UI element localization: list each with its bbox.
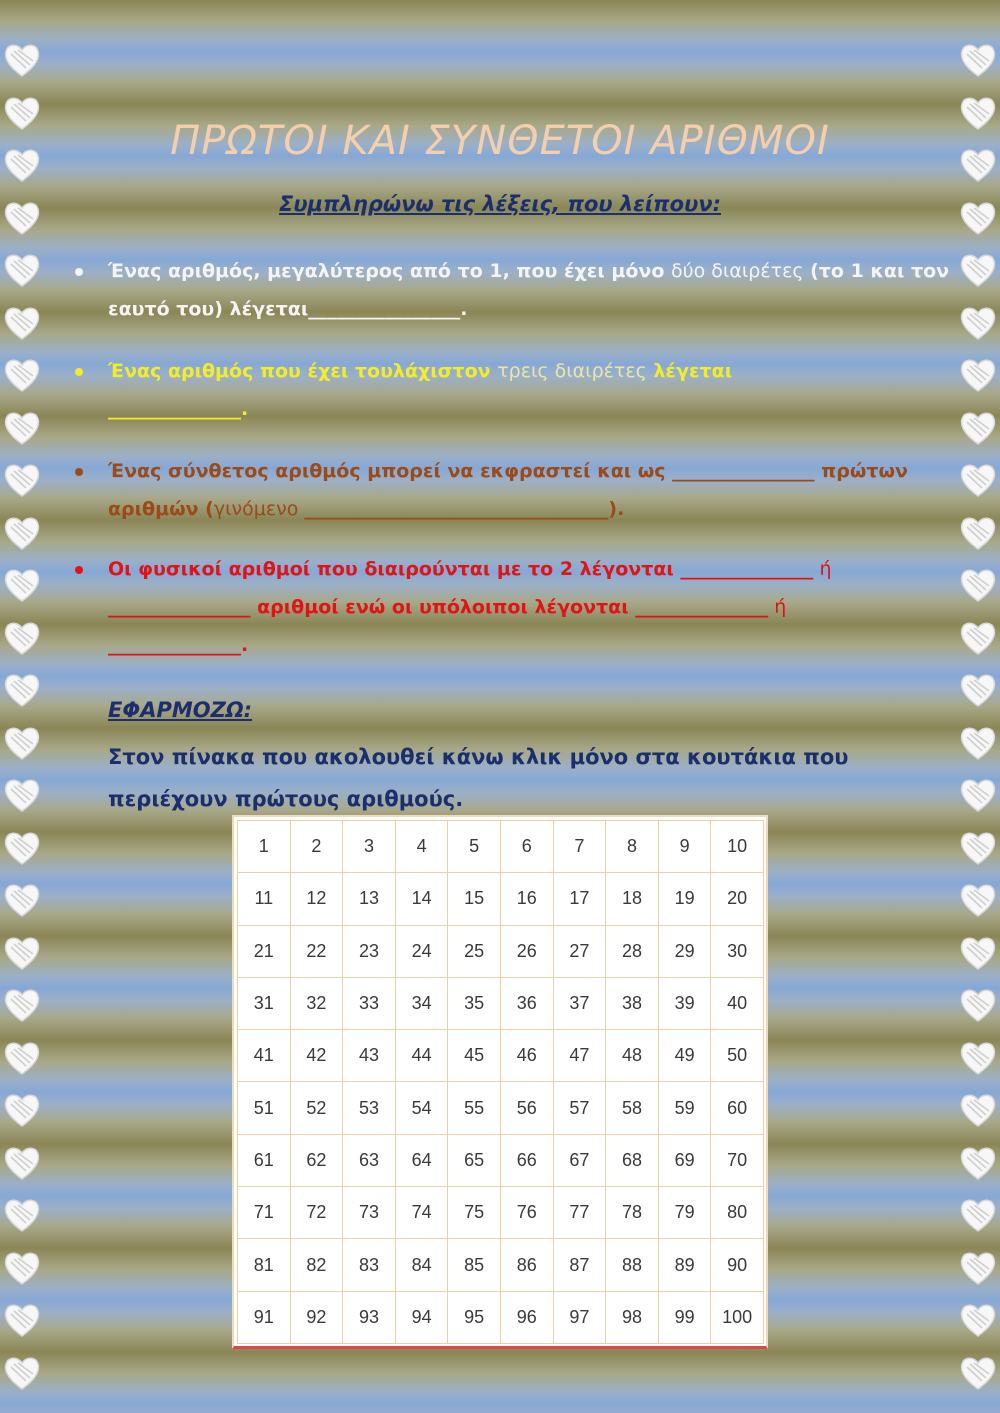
number-cell[interactable]: 64 bbox=[395, 1134, 449, 1187]
instructions-subtitle: Συμπληρώνω τις λέξεις, που λείπουν: bbox=[279, 192, 721, 216]
right-heart-border bbox=[956, 40, 1000, 1410]
number-cell[interactable]: 89 bbox=[658, 1238, 712, 1291]
number-cell[interactable]: 23 bbox=[342, 925, 396, 978]
blank-field[interactable]: ______________ bbox=[108, 398, 241, 420]
number-cell[interactable]: 99 bbox=[658, 1291, 712, 1344]
number-cell[interactable]: 67 bbox=[553, 1134, 607, 1187]
number-cell[interactable]: 46 bbox=[500, 1029, 554, 1082]
heart-icon bbox=[958, 670, 998, 710]
number-cell[interactable]: 53 bbox=[342, 1081, 396, 1134]
number-cell[interactable]: 39 bbox=[658, 977, 712, 1030]
number-cell[interactable]: 51 bbox=[237, 1081, 291, 1134]
number-cell[interactable]: 90 bbox=[710, 1238, 764, 1291]
heart-icon bbox=[958, 985, 998, 1025]
number-cell[interactable]: 81 bbox=[237, 1238, 291, 1291]
number-cell[interactable]: 27 bbox=[553, 925, 607, 978]
number-cell[interactable]: 13 bbox=[342, 872, 396, 925]
number-cell[interactable]: 71 bbox=[237, 1186, 291, 1239]
number-cell[interactable]: 47 bbox=[553, 1029, 607, 1082]
heart-icon bbox=[2, 723, 42, 763]
number-cell[interactable]: 98 bbox=[605, 1291, 659, 1344]
blank-field[interactable]: ________________ bbox=[308, 298, 461, 320]
number-cell[interactable]: 59 bbox=[658, 1081, 712, 1134]
number-cell[interactable]: 48 bbox=[605, 1029, 659, 1082]
number-cell[interactable]: 34 bbox=[395, 977, 449, 1030]
number-cell[interactable]: 63 bbox=[342, 1134, 396, 1187]
number-cell[interactable]: 56 bbox=[500, 1081, 554, 1134]
number-cell[interactable]: 1 bbox=[237, 820, 291, 873]
number-cell[interactable]: 40 bbox=[710, 977, 764, 1030]
number-cell[interactable]: 72 bbox=[290, 1186, 344, 1239]
number-cell[interactable]: 5 bbox=[447, 820, 501, 873]
number-cell[interactable]: 2 bbox=[290, 820, 344, 873]
number-cell[interactable]: 31 bbox=[237, 977, 291, 1030]
number-cell[interactable]: 84 bbox=[395, 1238, 449, 1291]
heart-icon bbox=[2, 1353, 42, 1393]
heart-icon bbox=[958, 40, 998, 80]
heart-icon bbox=[958, 1143, 998, 1183]
heart-icon bbox=[958, 1195, 998, 1235]
heart-icon bbox=[2, 933, 42, 973]
number-cell[interactable]: 20 bbox=[710, 872, 764, 925]
heart-icon bbox=[958, 513, 998, 553]
number-cell[interactable]: 58 bbox=[605, 1081, 659, 1134]
heart-icon bbox=[958, 408, 998, 448]
number-cell[interactable]: 14 bbox=[395, 872, 449, 925]
number-cell[interactable]: 49 bbox=[658, 1029, 712, 1082]
heart-icon bbox=[2, 460, 42, 500]
heart-icon bbox=[2, 40, 42, 80]
number-cell[interactable]: 12 bbox=[290, 872, 344, 925]
heart-icon bbox=[958, 355, 998, 395]
blank-field[interactable]: ______________ bbox=[635, 596, 769, 618]
number-cell[interactable]: 45 bbox=[447, 1029, 501, 1082]
bullet-icon bbox=[75, 566, 83, 574]
number-cell[interactable]: 65 bbox=[447, 1134, 501, 1187]
number-cell[interactable]: 94 bbox=[395, 1291, 449, 1344]
number-cell[interactable]: 52 bbox=[290, 1081, 344, 1134]
blank-field[interactable]: ______________ bbox=[108, 634, 241, 656]
number-cell[interactable]: 9 bbox=[658, 820, 712, 873]
number-cell[interactable]: 29 bbox=[658, 925, 712, 978]
number-cell[interactable]: 54 bbox=[395, 1081, 449, 1134]
number-cell[interactable]: 4 bbox=[395, 820, 449, 873]
number-cell[interactable]: 24 bbox=[395, 925, 449, 978]
page-title: ΠΡΩΤΟΙ ΚΑΙ ΣΥΝΘΕΤΟΙ ΑΡΙΘΜΟΙ bbox=[170, 118, 830, 164]
apply-heading: ΕΦΑΡΜΟΖΩ: bbox=[108, 698, 253, 722]
number-cell[interactable]: 15 bbox=[447, 872, 501, 925]
number-cell[interactable]: 10 bbox=[710, 820, 764, 873]
heart-icon bbox=[2, 1143, 42, 1183]
left-heart-border bbox=[0, 40, 44, 1410]
number-cell[interactable]: 38 bbox=[605, 977, 659, 1030]
heart-icon bbox=[958, 1090, 998, 1130]
list-item-even-odd: Οι φυσικοί αριθμοί που διαιρούνται με το 2 λέγονται ______________ ή _______________ αριθμοί ενώ οι υπόλοιποι λέγονται ______________ ή ______________. bbox=[75, 550, 955, 664]
number-cell[interactable]: 91 bbox=[237, 1291, 291, 1344]
number-cell[interactable]: 74 bbox=[395, 1186, 449, 1239]
number-cell[interactable]: 61 bbox=[237, 1134, 291, 1187]
heart-icon bbox=[958, 723, 998, 763]
list-item-composite-definition: Ένας αριθμός που έχει τουλάχιστον τρεις διαιρέτες λέγεται ______________. bbox=[75, 352, 955, 428]
heart-icon bbox=[2, 1195, 42, 1235]
number-cell[interactable]: 36 bbox=[500, 977, 554, 1030]
bullet-icon bbox=[75, 468, 83, 476]
heart-icon bbox=[2, 513, 42, 553]
number-cell[interactable]: 69 bbox=[658, 1134, 712, 1187]
apply-instructions: Στον πίνακα που ακολουθεί κάνω κλικ μόνο στα κουτάκια που περιέχουν πρώτους αριθμούς. bbox=[108, 745, 849, 811]
number-cell[interactable]: 76 bbox=[500, 1186, 554, 1239]
number-cell[interactable]: 92 bbox=[290, 1291, 344, 1344]
heart-icon bbox=[2, 1090, 42, 1130]
number-cell[interactable]: 35 bbox=[447, 977, 501, 1030]
number-cell[interactable]: 42 bbox=[290, 1029, 344, 1082]
number-cell[interactable]: 78 bbox=[605, 1186, 659, 1239]
number-cell[interactable]: 95 bbox=[447, 1291, 501, 1344]
number-cell[interactable]: 50 bbox=[710, 1029, 764, 1082]
heart-icon bbox=[958, 618, 998, 658]
number-cell[interactable]: 43 bbox=[342, 1029, 396, 1082]
heart-icon bbox=[2, 985, 42, 1025]
number-cell[interactable]: 60 bbox=[710, 1081, 764, 1134]
number-cell[interactable]: 70 bbox=[710, 1134, 764, 1187]
number-cell[interactable]: 3 bbox=[342, 820, 396, 873]
number-cell[interactable]: 7 bbox=[553, 820, 607, 873]
number-cell[interactable]: 96 bbox=[500, 1291, 554, 1344]
number-cell[interactable]: 28 bbox=[605, 925, 659, 978]
list-item-product-of-primes: Ένας σύνθετος αριθμός μπορεί να εκφραστεί και ως _______________ πρώτων αριθμών (γινόμενο ________________________________). bbox=[75, 452, 955, 528]
heart-icon bbox=[958, 1038, 998, 1078]
heart-icon bbox=[958, 828, 998, 868]
number-cell[interactable]: 75 bbox=[447, 1186, 501, 1239]
number-cell[interactable]: 55 bbox=[447, 1081, 501, 1134]
number-cell[interactable]: 87 bbox=[553, 1238, 607, 1291]
heart-icon bbox=[958, 303, 998, 343]
heart-icon bbox=[2, 618, 42, 658]
blank-field[interactable]: ______________ bbox=[680, 558, 814, 580]
number-cell[interactable]: 66 bbox=[500, 1134, 554, 1187]
heart-icon bbox=[2, 303, 42, 343]
heart-icon bbox=[958, 933, 998, 973]
number-cell[interactable]: 79 bbox=[658, 1186, 712, 1239]
heart-icon bbox=[2, 250, 42, 290]
heart-icon bbox=[2, 355, 42, 395]
number-cell[interactable]: 44 bbox=[395, 1029, 449, 1082]
heart-icon bbox=[2, 1300, 42, 1340]
heart-icon bbox=[958, 250, 998, 290]
number-cell[interactable]: 80 bbox=[710, 1186, 764, 1239]
bullet-icon bbox=[75, 268, 83, 276]
number-cell[interactable]: 22 bbox=[290, 925, 344, 978]
number-cell[interactable]: 19 bbox=[658, 872, 712, 925]
heart-icon bbox=[958, 775, 998, 815]
number-cell[interactable]: 77 bbox=[553, 1186, 607, 1239]
number-cell[interactable]: 26 bbox=[500, 925, 554, 978]
number-cell[interactable]: 93 bbox=[342, 1291, 396, 1344]
number-cell[interactable]: 82 bbox=[290, 1238, 344, 1291]
heart-icon bbox=[958, 460, 998, 500]
number-cell[interactable]: 37 bbox=[553, 977, 607, 1030]
blank-field[interactable]: ________________________________ bbox=[304, 498, 609, 520]
heart-icon bbox=[2, 408, 42, 448]
number-cell[interactable]: 83 bbox=[342, 1238, 396, 1291]
number-cell[interactable]: 62 bbox=[290, 1134, 344, 1187]
heart-icon bbox=[958, 880, 998, 920]
number-grid bbox=[237, 820, 763, 1343]
number-cell[interactable]: 6 bbox=[500, 820, 554, 873]
fill-in-list bbox=[75, 252, 955, 664]
heart-icon bbox=[2, 565, 42, 605]
number-cell[interactable]: 21 bbox=[237, 925, 291, 978]
number-cell[interactable]: 41 bbox=[237, 1029, 291, 1082]
number-cell[interactable]: 88 bbox=[605, 1238, 659, 1291]
number-cell[interactable]: 97 bbox=[553, 1291, 607, 1344]
bullet-icon bbox=[75, 368, 83, 376]
heart-icon bbox=[2, 828, 42, 868]
number-cell[interactable]: 30 bbox=[710, 925, 764, 978]
number-cell[interactable]: 85 bbox=[447, 1238, 501, 1291]
number-cell[interactable]: 32 bbox=[290, 977, 344, 1030]
heart-icon bbox=[2, 1038, 42, 1078]
blank-field[interactable]: _______________ bbox=[672, 460, 815, 482]
number-cell[interactable]: 86 bbox=[500, 1238, 554, 1291]
heart-icon bbox=[958, 1300, 998, 1340]
number-cell[interactable]: 8 bbox=[605, 820, 659, 873]
number-cell[interactable]: 18 bbox=[605, 872, 659, 925]
hundreds-chart bbox=[232, 815, 768, 1349]
heart-icon bbox=[958, 1248, 998, 1288]
heart-icon bbox=[2, 775, 42, 815]
number-cell[interactable]: 16 bbox=[500, 872, 554, 925]
heart-icon bbox=[958, 565, 998, 605]
number-cell[interactable]: 25 bbox=[447, 925, 501, 978]
number-cell[interactable]: 57 bbox=[553, 1081, 607, 1134]
number-cell[interactable]: 33 bbox=[342, 977, 396, 1030]
number-cell[interactable]: 68 bbox=[605, 1134, 659, 1187]
blank-field[interactable]: _______________ bbox=[108, 596, 251, 618]
number-cell[interactable]: 100 bbox=[710, 1291, 764, 1344]
heart-icon bbox=[2, 670, 42, 710]
number-cell[interactable]: 73 bbox=[342, 1186, 396, 1239]
number-cell[interactable]: 17 bbox=[553, 872, 607, 925]
number-cell[interactable]: 11 bbox=[237, 872, 291, 925]
list-item-prime-definition: Ένας αριθμός, μεγαλύτερος από το 1, που έχει μόνο δύο διαιρέτες (το 1 και τον εαυτό του) λέγεται________________. bbox=[75, 252, 955, 328]
heart-icon bbox=[958, 1353, 998, 1393]
heart-icon bbox=[2, 1248, 42, 1288]
heart-icon bbox=[2, 880, 42, 920]
